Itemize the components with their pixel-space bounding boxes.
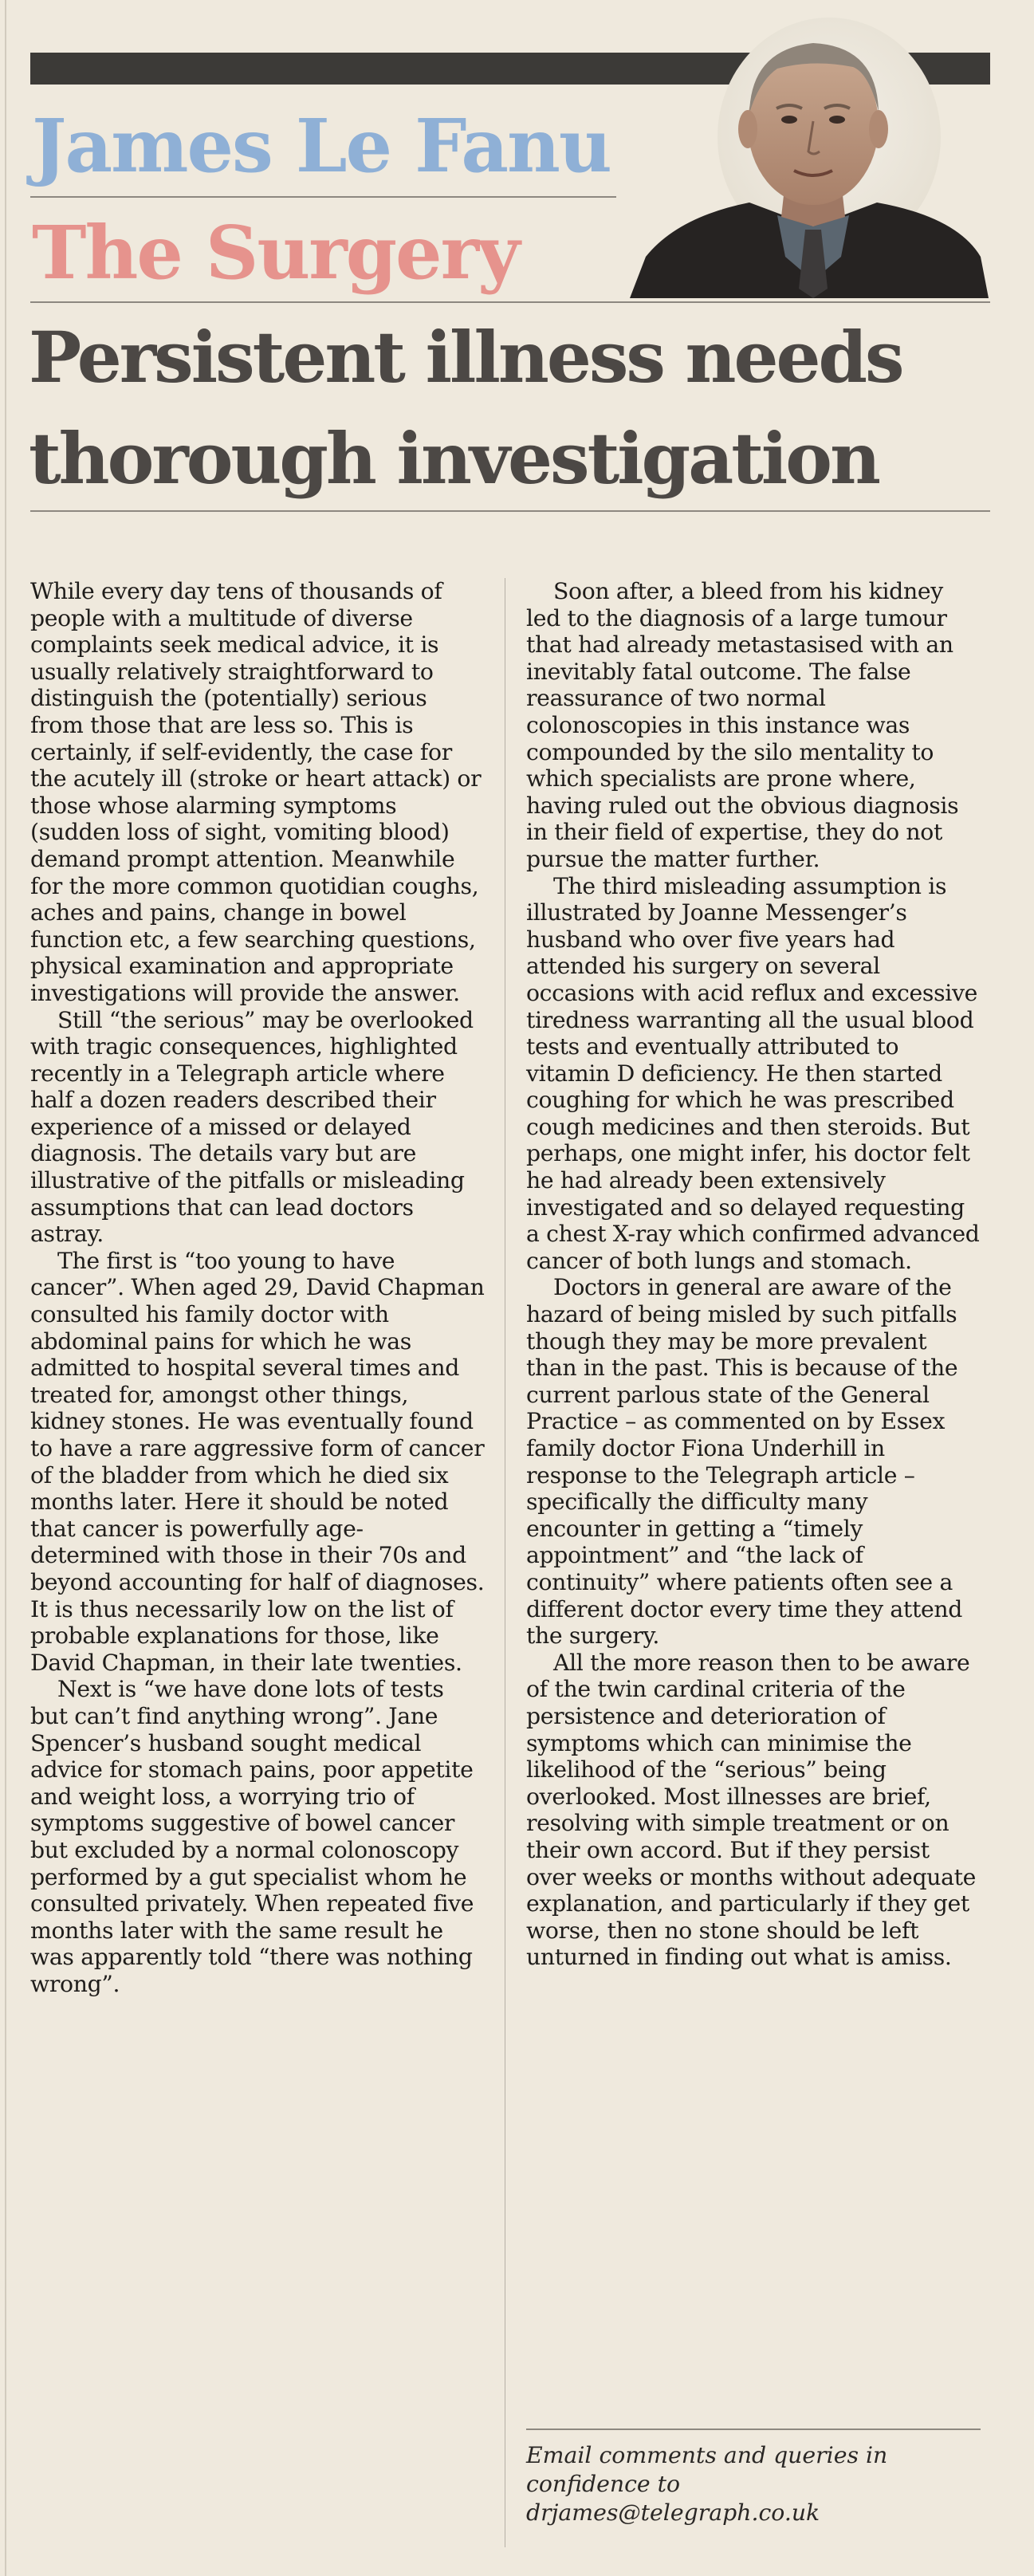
paragraph: Next is “we have done lots of tests but can’t find anything wrong”. Jane Spencer’s husband sought medical advice for stomach pains, poor appetite and weight loss, a worrying trio of symptoms suggestive of bowel cancer but excluded by a normal colonoscopy performed by a gut specialist whom he consulted privately. When repeated five months later with the same result he was apparently told “there was nothing wrong”. (30, 1676, 474, 1997)
article-headline (29, 307, 993, 509)
paragraph: The first is “too young to have cancer”. When aged 29, David Chapman consulted his family doctor with abdominal pains for which he was admitted to hospital several times and treated for, amongst other things, kidney stones. He was eventually found to have a rare aggressive form of cancer of the bladder from which he died six months later. Here it should be noted that cancer is powerfully age-determined with those in their 70s and beyond accounting for half of diagnoses. It is thus necessarily low on the list of probable explanations for those, like David Chapman, in their late twenties. (30, 1247, 485, 1676)
headline-line-2: thorough investigation (29, 417, 879, 500)
contact-note: Email comments and queries in confidence to drjames@telegraph.co.uk (526, 2442, 888, 2526)
article-column-right (526, 578, 981, 1971)
article-column-left (30, 578, 485, 1997)
byline-divider (30, 196, 616, 198)
columnist-portrait-photo (614, 18, 989, 298)
header-divider (30, 301, 990, 303)
author-name: James Le Fanu (32, 103, 611, 189)
paragraph: Still “the serious” may be overlooked with tragic consequences, highlighted recently in a Telegraph article where half a dozen readers described their experience of a missed or delayed diagnosis. The details vary but are illustrative of the pitfalls or misleading assumptions that can lead doctors astray. (30, 1006, 474, 1248)
column-name: The Surgery (32, 210, 519, 296)
paragraph: The third misleading assumption is illustrated by Joanne Messenger’s husband who over five years had attended his surgery on several occasions with acid reflux and excessive tiredness warranting all the usual blood tests and eventually attributed to vitamin D deficiency. He then started coughing for which he was prescribed cough medicines and then steroids. But perhaps, one might infer, his doctor felt he had already been extensively investigated and so delayed requesting a chest X-ray which confirmed advanced cancer of both lungs and stomach. (526, 872, 980, 1274)
headline-divider (30, 510, 990, 512)
paragraph: Doctors in general are aware of the hazard of being misled by such pitfalls though they may be more prevalent than in the past. This is because of the current parlous state of the General Practice – as commented on by Essex family doctor Fiona Underhill in response to the Telegraph article – specifically the difficulty many encounter in getting a “timely appointment” and “the lack of continuity” where patients often see a different doctor every time they attend the surgery. (526, 1274, 962, 1650)
paragraph: Soon after, a bleed from his kidney led to the diagnosis of a large tumour that had already metastasised with an inevitably fatal outcome. The false reassurance of two normal colonoscopies in this instance was compounded by the silo mentality to which specialists are prone where, having ruled out the obvious diagnosis in their field of expertise, they do not pursue the matter further. (526, 578, 959, 872)
paragraph: While every day tens of thousands of people with a multitude of diverse complaints seek medical advice, it is usually relatively straightforward to distinguish the (potentially) serious from those that are less so. This is certainly, if self-evidently, the case for the acutely ill (stroke or heart attack) or those whose alarming symptoms (sudden loss of sight, vomiting blood) demand prompt attention. Meanwhile for the more common quotidian coughs, aches and pains, change in bowel function etc, a few searching questions, physical examination and appropriate investigations will provide the answer. (30, 578, 482, 1006)
page-fold-edge (5, 0, 6, 2576)
paragraph: All the more reason then to be aware of the twin cardinal criteria of the persistence and deterioration of symptoms which can minimise the likelihood of the “serious” being overlooked. Most illnesses are brief, resolving with simple treatment or on their own accord. But if they persist over weeks or months without adequate explanation, and particularly if they get worse, then no stone should be left unturned in finding out what is amiss. (526, 1649, 977, 1971)
headline-line-1: Persistent illness needs (29, 316, 902, 399)
footer-divider (526, 2429, 981, 2430)
